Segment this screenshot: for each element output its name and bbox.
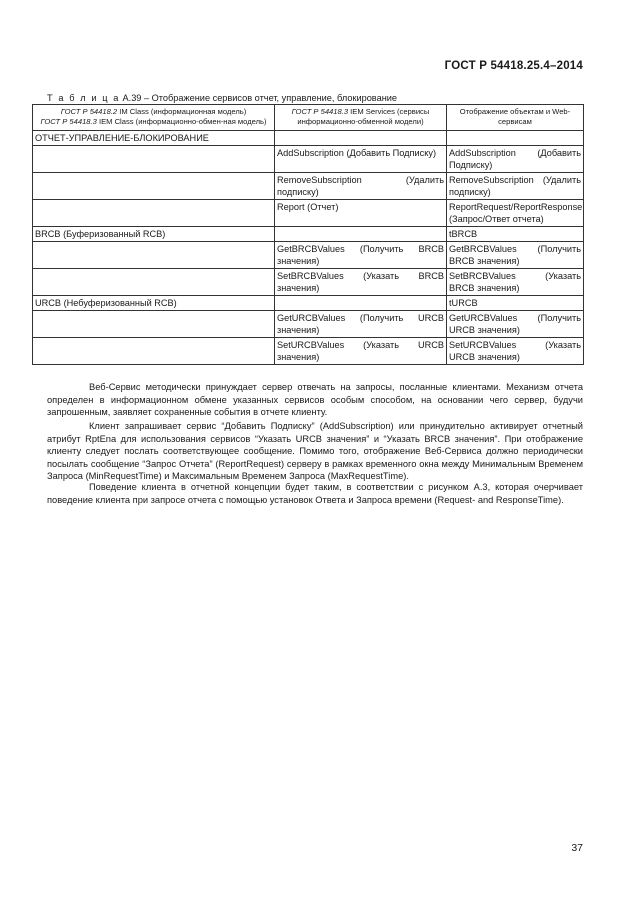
table-cell: SetURCBValues (Указать URCB значения) bbox=[447, 338, 584, 365]
header-ref-gost-2: ГОСТ Р 54418.2 bbox=[60, 107, 118, 116]
table-row bbox=[33, 338, 584, 365]
table-cell: Report (Отчет) bbox=[275, 200, 447, 227]
table-row bbox=[33, 296, 584, 311]
table-row bbox=[33, 227, 584, 242]
services-mapping-table bbox=[32, 104, 584, 365]
table-cell-empty bbox=[33, 173, 275, 200]
section-title-report: ОТЧЕТ-УПРАВЛЕНИЕ-БЛОКИРОВАНИЕ bbox=[33, 131, 275, 146]
header-ref-gost-3: ГОСТ Р 54418.3 bbox=[40, 117, 97, 126]
table-caption bbox=[47, 93, 397, 103]
table-cell-empty bbox=[275, 131, 447, 146]
header-ref-gost-3b: ГОСТ Р 54418.3 bbox=[291, 107, 349, 116]
header-iem-services bbox=[275, 105, 447, 131]
header-iem-class-text: IEM Class (информационно-обмен-ная модель) bbox=[96, 117, 267, 126]
header-web-mapping: Отображение объектам и Web-сервисам bbox=[447, 105, 584, 131]
table-cell: RemoveSubscription (Удалить подписку) bbox=[275, 173, 447, 200]
table-row bbox=[33, 131, 584, 146]
table-row bbox=[33, 242, 584, 269]
table-cell: RemoveSubscription (Удалить подписку) bbox=[447, 173, 584, 200]
table-caption-text: А.39 – Отображение сервисов отчет, управление, блокирование bbox=[119, 93, 398, 103]
header-im-iem-class bbox=[33, 105, 275, 131]
header-iem-services-text: IEM Services (сервисы информационно-обменной модели) bbox=[297, 107, 430, 126]
table-cell: AddSubscription (Добавить Подписку) bbox=[447, 146, 584, 173]
table-row bbox=[33, 269, 584, 296]
table-cell: GetBRCBValues (Получить BRCB значения) bbox=[447, 242, 584, 269]
table-cell-empty bbox=[33, 269, 275, 296]
paragraph-text: Поведение клиента в отчетной концепции будет таким, в соответствии с рисунком А.3, которая очерчивает поведение клиента при запросе отчета с помощью установок Ответа и Запроса времени (Request- and ResponseTime). bbox=[47, 482, 583, 505]
document-code: ГОСТ Р 54418.25.4–2014 bbox=[444, 60, 583, 72]
table-cell-empty bbox=[33, 311, 275, 338]
header-im-class-text: IM Class (информационная модель) bbox=[117, 107, 247, 116]
table-cell-empty bbox=[33, 338, 275, 365]
table-cell: SetURCBValues (Указать URCB значения) bbox=[275, 338, 447, 365]
table-cell: SetBRCBValues (Указать BRCB значения) bbox=[447, 269, 584, 296]
body-paragraph-2 bbox=[47, 420, 583, 483]
table-cell-empty bbox=[33, 242, 275, 269]
table-cell: AddSubscription (Добавить Подписку) bbox=[275, 146, 447, 173]
section-title-urcb: URCB (Небуферизованный RCB) bbox=[33, 296, 275, 311]
table-row bbox=[33, 311, 584, 338]
table-cell: tBRCB bbox=[447, 227, 584, 242]
table-cell: SetBRCBValues (Указать BRCB значения) bbox=[275, 269, 447, 296]
table-cell: GetBRCBValues (Получить BRCB значения) bbox=[275, 242, 447, 269]
table-caption-prefix: Т а б л и ц а bbox=[47, 93, 120, 103]
page-number: 37 bbox=[571, 842, 583, 854]
table-row bbox=[33, 173, 584, 200]
table-row bbox=[33, 146, 584, 173]
table-cell-empty bbox=[275, 296, 447, 311]
table-cell: tURCB bbox=[447, 296, 584, 311]
paragraph-text: Клиент запрашивает сервис “Добавить Подписку” (AddSubscription) или принудительно активирует отчетный атрибут RptEna для использования сервисов “Указать URCB значения” и “Указать BRCB значения”. При отображение клиенту следует послать соответствующее сообщение. Помимо того, отображение Веб-Сервиса должно периодически посылать сообщение “Запрос Отчета” (ReportRequest) серверу в рамках временного окна между Минимальным Временем Запроса (MinRequestTime) и Максимальным Временем Запроса (MaxRequestTime). bbox=[47, 421, 583, 482]
table-cell: GetURCBValues (Получить URCB значения) bbox=[275, 311, 447, 338]
body-paragraph-1 bbox=[47, 381, 583, 419]
body-paragraph-3 bbox=[47, 481, 583, 506]
table-cell-empty bbox=[447, 131, 584, 146]
table-header-row bbox=[33, 105, 584, 131]
table-cell-empty bbox=[33, 200, 275, 227]
section-title-brcb: BRCB (Буферизованный RCB) bbox=[33, 227, 275, 242]
paragraph-text: Веб-Сервис методически принуждает сервер отвечать на запросы, посланные клиентами. Механизм отчета определен в информационном обмене указанных сервисов особым способом, на основании чего сервер, будучи запрошенным, заявляет сохраненные события в отчете клиенту. bbox=[47, 382, 583, 418]
table-cell-empty bbox=[275, 227, 447, 242]
table-cell-empty bbox=[33, 146, 275, 173]
table-cell: GetURCBValues (Получить URCB значения) bbox=[447, 311, 584, 338]
table-cell: ReportRequest/ReportResponse (Запрос/Ответ отчета) bbox=[447, 200, 584, 227]
table-row bbox=[33, 200, 584, 227]
